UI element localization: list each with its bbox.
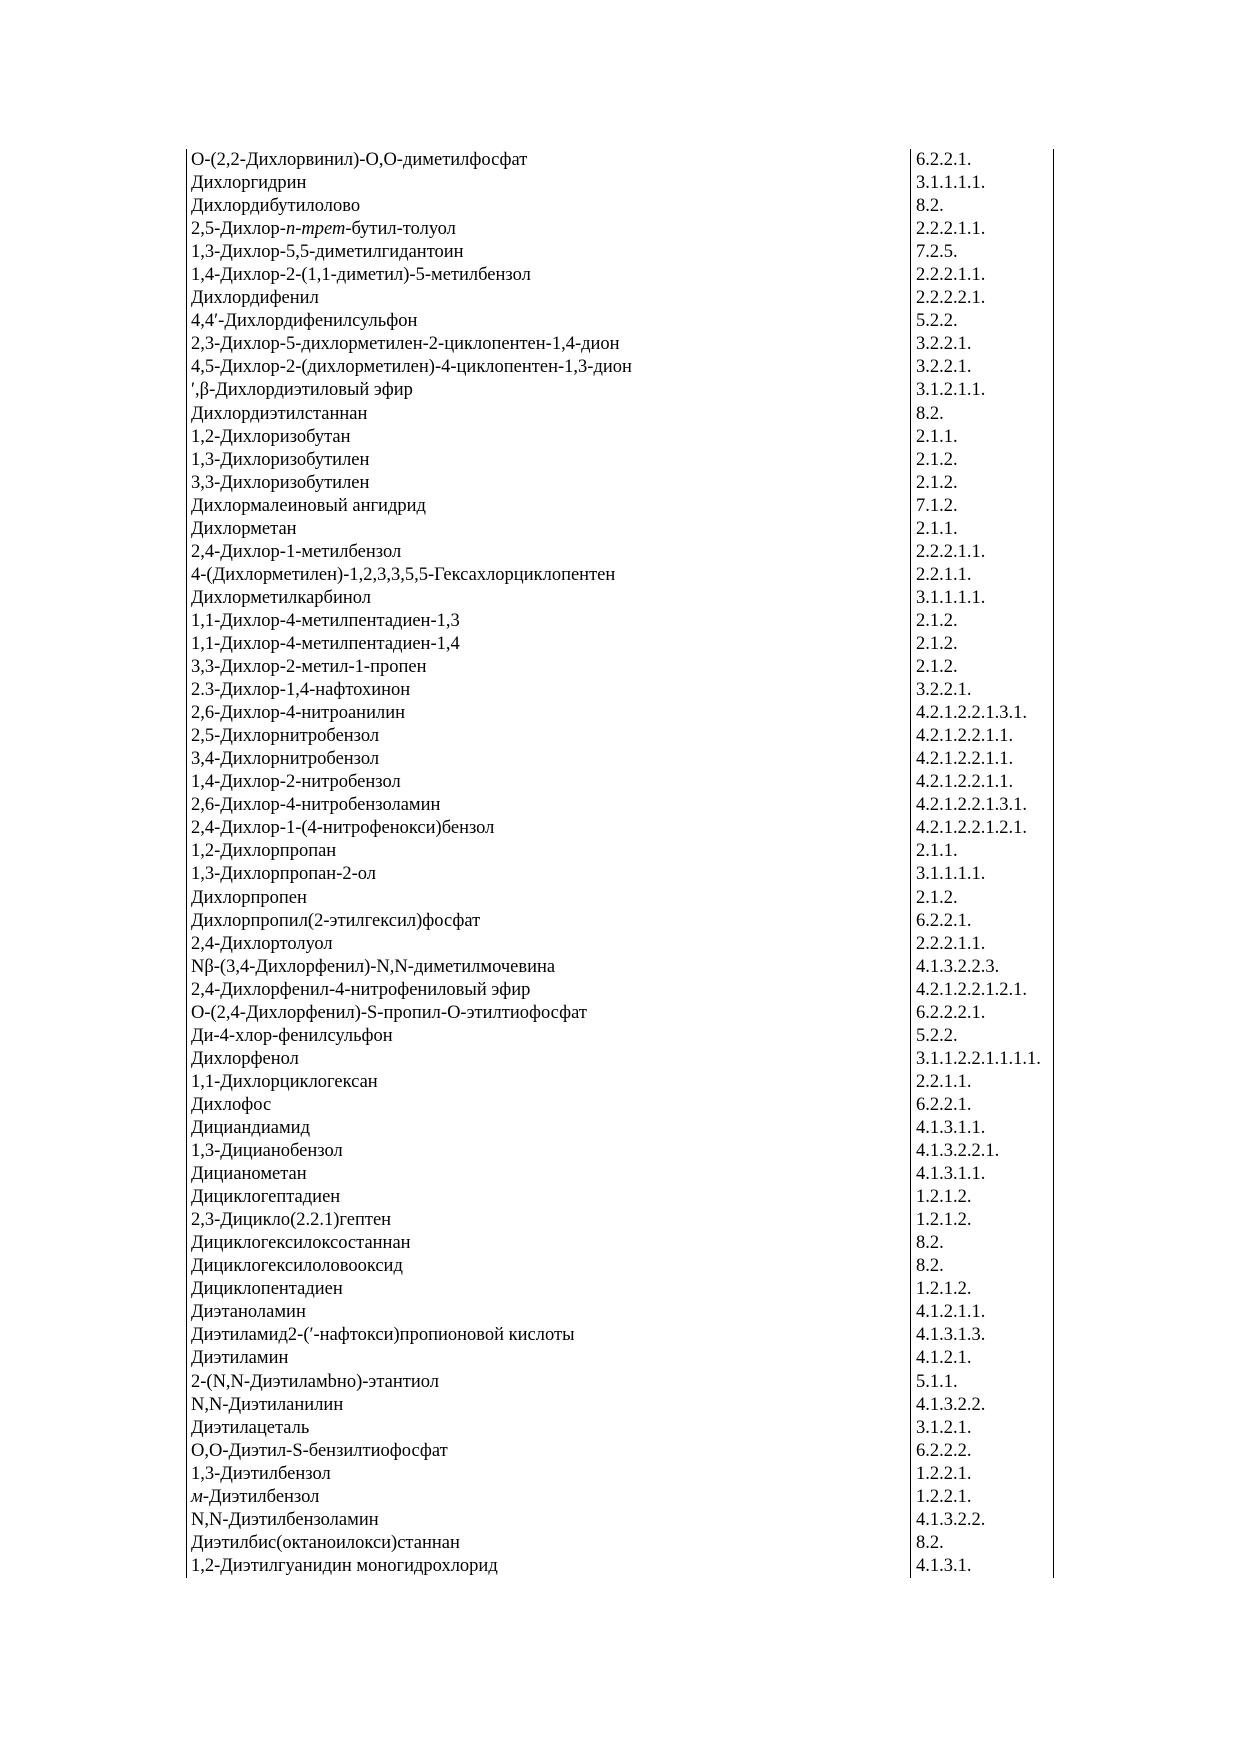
- table-row: [187, 356, 1053, 379]
- table-row: [187, 1509, 1053, 1532]
- table-row: [187, 1347, 1053, 1370]
- table-row: [187, 264, 1053, 287]
- table-row: [187, 1209, 1053, 1232]
- compound-name: Дихлордифенил: [187, 287, 911, 310]
- section-code: 6.2.2.1.: [916, 1094, 972, 1115]
- section-code: 8.2.: [916, 1256, 944, 1277]
- section-code: 4.1.3.1.3.: [916, 1325, 986, 1346]
- table-row: [187, 910, 1053, 933]
- table-row: [187, 979, 1053, 1002]
- compound-name: Дихлормалеиновый ангидрид: [187, 495, 911, 518]
- compound-name: Дихлоргидрин: [187, 172, 911, 195]
- compound-name: О-(2,4-Дихлорфенил)-S-пропил-О-этилтиофосфат: [187, 1002, 911, 1025]
- compound-name: Дихлордибутилолово: [187, 195, 911, 218]
- table-row: [187, 610, 1053, 633]
- compound-name: 1,3-Дицианобензол: [187, 1140, 911, 1163]
- table-row: [187, 287, 1053, 310]
- section-code: 2.1.1.: [916, 841, 958, 862]
- section-code: 3.1.1.1.1.: [916, 587, 986, 608]
- table-row: [187, 495, 1053, 518]
- table-row: [187, 1186, 1053, 1209]
- section-code: 4.2.1.2.2.1.1.: [916, 726, 1014, 747]
- compound-name: Дициклогептадиен: [187, 1186, 911, 1209]
- compound-name: 2,3-Дихлор-5-дихлорметилен-2-циклопентен-1,4-дион: [187, 333, 911, 356]
- section-code: 2.2.2.1.1.: [916, 541, 986, 562]
- section-code: 6.2.2.1.: [916, 910, 972, 931]
- table-row: [187, 656, 1053, 679]
- section-code: 3.2.2.1.: [916, 680, 972, 701]
- table-row: [187, 863, 1053, 886]
- section-code: 2.1.2.: [916, 634, 958, 654]
- compound-name: 2,5-Дихлорнитробензол: [187, 725, 911, 748]
- compound-name: Дицианометан: [187, 1163, 911, 1186]
- compound-name: 1,3-Дихлорпропан-2-ол: [187, 863, 911, 886]
- compound-name: 2,4-Дихлорфенил-4-нитрофениловый эфир: [187, 979, 911, 1002]
- section-code: 1.2.2.1.: [916, 1486, 972, 1507]
- section-code: 1.2.1.2.: [916, 1279, 972, 1300]
- section-code: 1.2.1.2.: [916, 1210, 972, 1231]
- table-row: [187, 933, 1053, 956]
- table-row: [187, 172, 1053, 195]
- section-code: 8.2.: [916, 403, 944, 424]
- table-row: [187, 1094, 1053, 1117]
- compound-name: 1,1-Дихлор-4-метилпентадиен-1,3: [187, 610, 911, 633]
- table-row: [187, 379, 1053, 402]
- section-code: 6.2.2.1.: [916, 150, 972, 171]
- table-row: [187, 1532, 1053, 1555]
- section-code: 5.2.2.: [916, 1025, 958, 1046]
- section-code: 3.1.2.1.1.: [916, 380, 986, 401]
- compound-name: О-(2,2-Дихлорвинил)-О,О-диметилфосфат: [187, 149, 911, 172]
- table-row: [187, 149, 1053, 172]
- section-code: 7.2.5.: [916, 242, 958, 263]
- compound-name: Диэтиламид2-(′-нафтокси)пропионовой кислоты: [187, 1324, 911, 1347]
- table-row: [187, 1232, 1053, 1255]
- compound-index-table: [186, 149, 1054, 1578]
- section-code: 4.2.1.2.2.1.3.1.: [916, 703, 1027, 724]
- table-row: [187, 887, 1053, 910]
- compound-name: 4-(Дихлорметилен)-1,2,3,3,5,5-Гексахлорциклопентен: [187, 564, 911, 587]
- compound-name: 2,5-Дихлор- п - трет -бутил-толуол: [187, 218, 911, 241]
- section-code: 4.1.3.2.2.: [916, 1394, 986, 1415]
- section-code: 2.1.2.: [916, 472, 958, 493]
- section-code: 4.2.1.2.2.1.1.: [916, 749, 1014, 770]
- table-row: [187, 426, 1053, 449]
- section-code: 6.2.2.2.1.: [916, 1002, 986, 1023]
- table-row: [187, 748, 1053, 771]
- compound-name: Дихлорпропил(2-этилгексил)фосфат: [187, 910, 911, 933]
- compound-name: Дихлорпропен: [187, 887, 911, 910]
- table-row: [187, 1555, 1053, 1578]
- compound-name: м -Диэтилбензол: [187, 1486, 911, 1509]
- table-row: [187, 564, 1053, 587]
- section-code: 4.1.3.1.1.: [916, 1164, 986, 1185]
- table-row: [187, 840, 1053, 863]
- compound-name: 1,4-Дихлор-2-нитробензол: [187, 771, 911, 794]
- section-code: 2.2.1.1.: [916, 1071, 972, 1092]
- table-row: [187, 218, 1053, 241]
- compound-name: 1,2-Дихлорпропан: [187, 840, 911, 863]
- section-code: 3.2.2.1.: [916, 334, 972, 355]
- compound-name: 3,3-Дихлоризобутилен: [187, 472, 911, 495]
- table-row: [187, 1117, 1053, 1140]
- table-row: [187, 541, 1053, 564]
- section-code: 4.2.1.2.2.1.2.1.: [916, 979, 1027, 1000]
- section-code: 3.1.2.1.: [916, 1417, 972, 1438]
- compound-name: Дихлорфенол: [187, 1048, 911, 1071]
- compound-name: 1,4-Дихлор-2-(1,1-диметил)-5-метилбензол: [187, 264, 911, 287]
- table-row: [187, 310, 1053, 333]
- section-code: 5.1.1.: [916, 1371, 958, 1392]
- compound-name: Диэтаноламин: [187, 1301, 911, 1324]
- section-code: 6.2.2.2.: [916, 1440, 972, 1461]
- table-row: [187, 449, 1053, 472]
- section-code: 2.2.2.1.1.: [916, 933, 986, 954]
- section-code: 7.1.2.: [916, 495, 958, 516]
- table-row: [187, 1486, 1053, 1509]
- compound-name: Диэтилацеталь: [187, 1417, 911, 1440]
- section-code: 4.1.2.1.: [916, 1348, 972, 1369]
- section-code: 2.1.2.: [916, 610, 958, 631]
- compound-name: 2,4-Дихлор-1-метилбензол: [187, 541, 911, 564]
- compound-name: Диэтиламин: [187, 1347, 911, 1370]
- table-row: [187, 1278, 1053, 1301]
- section-code: 2.2.2.1.1.: [916, 219, 986, 240]
- table-row: [187, 1324, 1053, 1347]
- compound-name: 1,3-Дихлоризобутилен: [187, 449, 911, 472]
- section-code: 2.1.2.: [916, 449, 958, 470]
- section-code: 2.1.1.: [916, 518, 958, 539]
- table-row: [187, 1025, 1053, 1048]
- table-row: [187, 679, 1053, 702]
- compound-name: 1,2-Дихлоризобутан: [187, 426, 911, 449]
- compound-name: Nβ-(3,4-Дихлорфенил)-N,N-диметилмочевина: [187, 956, 911, 979]
- compound-name: 2-(N,N-Диэтиламbно)-этантиол: [187, 1370, 911, 1393]
- section-code: 8.2.: [916, 1233, 944, 1254]
- compound-name: N,N-Диэтиланилин: [187, 1394, 911, 1417]
- compound-name: 2,6-Дихлор-4-нитроанилин: [187, 702, 911, 725]
- section-code: 3.2.2.1.: [916, 357, 972, 378]
- table-row: [187, 771, 1053, 794]
- compound-name: Диэтилбис(октаноилокси)станнан: [187, 1532, 911, 1555]
- table-row: [187, 1394, 1053, 1417]
- compound-name: Дихлорметан: [187, 518, 911, 541]
- section-code: 3.1.1.1.1.: [916, 173, 986, 194]
- compound-name: Дихлорметилкарбинол: [187, 587, 911, 610]
- table-row: [187, 633, 1053, 656]
- table-row: [187, 403, 1053, 426]
- compound-name: Ди-4-хлор-фенилсульфон: [187, 1025, 911, 1048]
- table-row: [187, 587, 1053, 610]
- compound-name: Дихлордиэтилстаннан: [187, 403, 911, 426]
- section-code: 4.1.3.2.2.: [916, 1509, 986, 1530]
- table-row: [187, 333, 1053, 356]
- section-code: 4.1.3.1.1.: [916, 1117, 986, 1138]
- table-row: [187, 794, 1053, 817]
- compound-name: Дициклогексилоловооксид: [187, 1255, 911, 1278]
- compound-name: 3,3-Дихлор-2-метил-1-пропен: [187, 656, 911, 679]
- compound-name: 3,4-Дихлорнитробензол: [187, 748, 911, 771]
- table-row: [187, 472, 1053, 495]
- section-code: 8.2.: [916, 1532, 944, 1553]
- section-code: 3.1.1.2.2.1.1.1.1.: [916, 1048, 1041, 1069]
- compound-name: О,О-Диэтил-S-бензилтиофосфат: [187, 1440, 911, 1463]
- table-row: [187, 1370, 1053, 1393]
- section-code: 2.2.1.1.: [916, 564, 972, 585]
- compound-name: 2,4-Дихлортолуол: [187, 933, 911, 956]
- compound-name: Дициклогексилоксостаннан: [187, 1232, 911, 1255]
- section-code: 1.2.1.2.: [916, 1187, 972, 1208]
- table-row: [187, 1301, 1053, 1324]
- table-row: [187, 1140, 1053, 1163]
- table-row: [187, 1417, 1053, 1440]
- table-row: [187, 1463, 1053, 1486]
- compound-name: 2.3-Дихлор-1,4-нафтохинон: [187, 679, 911, 702]
- table-row: [187, 702, 1053, 725]
- section-code: 4.1.3.1.: [916, 1555, 972, 1576]
- section-code: 4.2.1.2.2.1.2.1.: [916, 818, 1027, 839]
- section-code: 4.2.1.2.2.1.3.1.: [916, 795, 1027, 816]
- section-code: 2.1.2.: [916, 887, 958, 908]
- table-row: [187, 1163, 1053, 1186]
- table-row: [187, 1071, 1053, 1094]
- section-code: 3.1.1.1.1.: [916, 864, 986, 885]
- compound-name: 2,3-Дицикло(2.2.1)гептен: [187, 1209, 911, 1232]
- table-row: [187, 1002, 1053, 1025]
- compound-name: 1,1-Дихлор-4-метилпентадиен-1,4: [187, 633, 911, 656]
- section-code: 2.1.2.: [916, 657, 958, 678]
- compound-name: 4,4′-Дихлордифенилсульфон: [187, 310, 911, 333]
- table-row: [187, 956, 1053, 979]
- section-code: 4.1.3.2.2.3.: [916, 956, 1000, 977]
- section-code: 4.2.1.2.2.1.1.: [916, 772, 1014, 793]
- table-row: [187, 195, 1053, 218]
- compound-name: Дициандиамид: [187, 1117, 911, 1140]
- table-row: [187, 817, 1053, 840]
- section-code: 2.2.2.1.1.: [916, 265, 986, 286]
- compound-name: 1,3-Диэтилбензол: [187, 1463, 911, 1486]
- compound-name: 2,6-Дихлор-4-нитробензоламин: [187, 794, 911, 817]
- table-row: [187, 725, 1053, 748]
- compound-name: 2,4-Дихлор-1-(4-нитрофенокси)бензол: [187, 817, 911, 840]
- section-code: 5.2.2.: [916, 311, 958, 332]
- compound-name: 1,2-Диэтилгуанидин моногидрохлорид: [187, 1555, 911, 1578]
- section-code: 2.2.2.2.1.: [916, 288, 986, 309]
- table-row: [187, 518, 1053, 541]
- compound-name: ′,β-Дихлордиэтиловый эфир: [187, 379, 911, 402]
- compound-name: Дициклопентадиен: [187, 1278, 911, 1301]
- table-row: [187, 1255, 1053, 1278]
- section-code: 8.2.: [916, 196, 944, 217]
- table-row: [187, 1440, 1053, 1463]
- section-code: 1.2.2.1.: [916, 1463, 972, 1484]
- section-code: 4.1.2.1.1.: [916, 1302, 986, 1323]
- compound-name: 1,3-Дихлор-5,5-диметилгидантоин: [187, 241, 911, 264]
- section-code: 4.1.3.2.2.1.: [916, 1141, 1000, 1162]
- compound-name: Дихлофос: [187, 1094, 911, 1117]
- table-row: [187, 1048, 1053, 1071]
- table-row: [187, 241, 1053, 264]
- compound-name: N,N-Диэтилбензоламин: [187, 1509, 911, 1532]
- compound-name: 4,5-Дихлор-2-(дихлорметилен)-4-циклопентен-1,3-дион: [187, 356, 911, 379]
- section-code: 2.1.1.: [916, 426, 958, 447]
- compound-name: 1,1-Дихлорциклогексан: [187, 1071, 911, 1094]
